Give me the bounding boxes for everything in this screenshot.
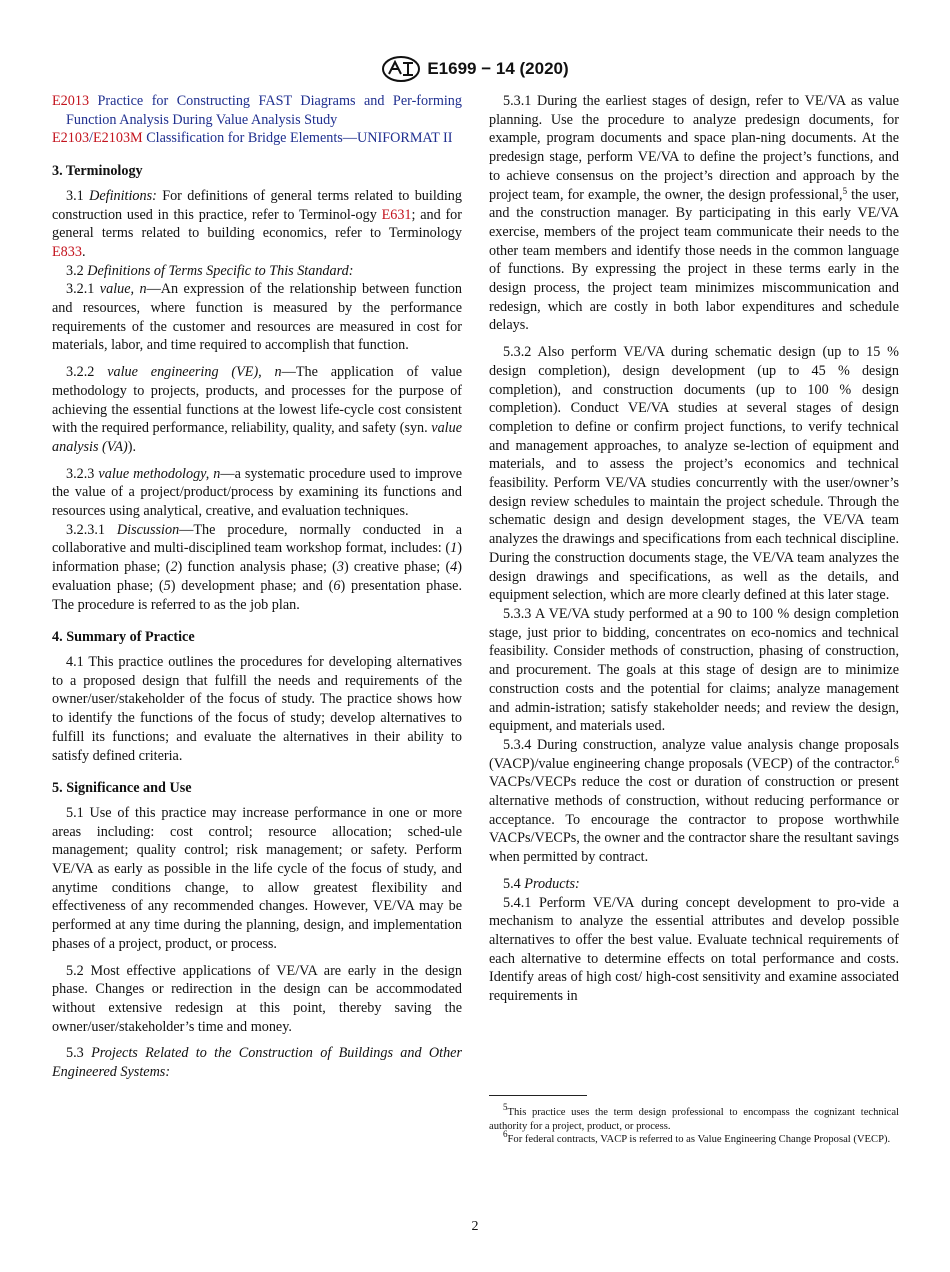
section-heading-significance: 5. Significance and Use (52, 780, 192, 797)
footnote-divider (489, 1095, 587, 1096)
page-number: 2 (471, 1219, 479, 1234)
para-3-2-3-1: 3.2.3.1 Discussion—The procedure, normally conducted in a collaborative and multi-disciplined team workshop format, includes: (1) information phase; (2) function analysis phase; (3) creative phase; (4) evaluation phase; (5) development phase; and (6) presentation phase. The procedure is referred to as the job plan. (52, 521, 462, 613)
ref-link-e833[interactable]: E833 (52, 243, 82, 260)
ref-link-e2103[interactable]: E2103 (52, 130, 90, 147)
ref-link-e2013[interactable]: E2013 (52, 93, 90, 109)
reference-e2013: E2013 Practice for Constructing FAST Diagrams and Per-forming Function Analysis During Value Analysis Study (52, 93, 462, 128)
para-5-4: 5.4 Products: (503, 875, 580, 892)
para-3-2: 3.2 Definitions of Terms Specific to This Standard: (66, 262, 354, 279)
ref-link-e2103m[interactable]: E2103M (93, 130, 143, 147)
footnote-5: $^5$This practice uses the term design professional to encompass the cognizant technical authority for a project, product, or process. (489, 1102, 899, 1132)
section-heading-terminology: 3. Terminology (52, 163, 143, 180)
designation: E1699 − 14 (2020) (427, 59, 569, 78)
para-5-2: 5.2 Most effective applications of VE/VA are early in the design phase. Changes or redirection in the design can be accommodated without extensive redesign at this point, thereby saving the owner/user/stakeholder’s time and money. (52, 962, 462, 1035)
section-heading-summary: 4. Summary of Practice (52, 629, 195, 646)
para-3-1: 3.1 Definitions: For definitions of general terms related to building construction used in this practice, refer to Terminol-ogy E631; and for general terms related to building economics, refer to Terminology E833. (52, 187, 463, 260)
para-5-3: 5.3 Projects Related to the Construction of Buildings and Other Engineered Systems: (52, 1045, 462, 1081)
astm-logo-icon (381, 56, 421, 82)
para-5-4-1: 5.4.1 Perform VE/VA during concept development to pro-vide a mechanism to analyze the essential attributes and develop possible alternatives to offer the best value. Evaluate technical requirements of each alternative to determine effects on total performance and costs. Identify areas of high cost/ high-cost sensitivity and examine associated requirements in (489, 894, 899, 1005)
footnote-6: $^6$For federal contracts, VACP is referred to as Value Engineering Change Proposal (VECP). (503, 1129, 891, 1146)
para-3-2-1: 3.2.1 value, n—An expression of the relationship between function and resources, where function is measured by the performance requirements of the customer and resources are measured in cost for materials, labor, and time required to accomplish that function. (52, 281, 462, 354)
reference-e2103: E2103/E2103M Classification for Bridge Elements—UNIFORMAT II (52, 130, 453, 147)
page-header (0, 56, 950, 82)
para-5-3-4: 5.3.4 During construction, analyze value analysis change proposals (VACP)/value engineering change proposals (VECP) of the contractor.$^6$ VACPs/VECPs reduce the cost or duration of construction or present alternative methods of construction, without reducing performance or acceptance. To encourage the contractor to propose worthwhile VACPs/VECPs, the owner and the contractor share the resultant savings when permitted by contract. (489, 736, 899, 866)
para-5-3-1: 5.3.1 During the earliest stages of design, refer to VE/VA as value planning. Use the procedure to analyze predesign documents, for example, program documents and space plan-ning documents. At the predesign stage, perform VE/VA to define the project’s functions, and to achieve consensus on the project’s direction and approach by the project team, for example, the owner, the design professional,$^5$ the user, and the construction manager. By participating in this early VE/VA exercise, members of the project team communicate their needs to the other team members and identify those needs in the common language of functions. By expressing the project in these terms early in the design process, the project team minimizes miscommunication and redesign, which are costly in both labor expenditures and schedule delays. (489, 93, 899, 334)
footnote-ref-5[interactable]: 5 (842, 185, 848, 196)
ref-link-e631[interactable]: E631 (381, 206, 412, 223)
footnote-ref-6[interactable]: 6 (894, 754, 899, 765)
right-column (489, 92, 899, 1006)
footnotes (489, 1095, 899, 1147)
para-5-1: 5.1 Use of this practice may increase performance in one or more areas including: cost control; resource allocation; sched-ule management; quality control; risk management; or safety. Perform VE/VA as early as possible in the life cycle of the focus of study, and anytime conditions change, to allow greatest flexibility and effectiveness of any recommended changes. However, VE/VA may be performed at any time during the planning, design, and implementation phases of a project, product, or process. (52, 804, 462, 952)
para-5-3-2: 5.3.2 Also perform VE/VA during schematic design (up to 15 % design completion), design development (up to 45 % design completion), and construction documents (up to 100 % design completion). Conduct VE/VA studies at several stages of design completion to define or confirm project functions, to verify technical and management approaches, to analyze se-lection of equipment and materials, and to assess the project’s economics and technical feasibility. Perform VE/VA studies concurrently with the user/owner’s design review schedules to maintain the project schedule. Through the schematic design and design development stages, the VE/VA team analyzes the drawings and specifications from each technical discipline. During the construction documents stage, the VE/VA team analyzes the design drawings and specifications, as well as the details, and equipment selection, which are more clearly defined at this later stage. (489, 344, 899, 604)
left-column (52, 92, 462, 1082)
para-5-3-3: 5.3.3 A VE/VA study performed at a 90 to 100 % design completion stage, just prior to bidding, concentrates on eco-nomics and technical feasibility. Consider methods of construction, phasing of construction, and procurement. The goals at this stage of design are to minimize construction costs and the potential for claims; analyze management and admin-istration; satisfy stakeholder needs; and review the design, equipment, and materials used. (489, 605, 899, 735)
para-4-1: 4.1 This practice outlines the procedures for developing alternatives to a proposed design that fulfill the needs and requirements of the owner/user/stakeholder of the focus of study. The practice shows how to identify the functions of the focus of study; develop alternatives to fulfill its functions; and evaluate the alternatives in their ability to satisfy defined criteria. (52, 653, 462, 764)
para-3-2-3: 3.2.3 value methodology, n—a systematic procedure used to improve the value of a project/product/process by examining its functions and resources using analytical, creative, and evaluation techniques. (52, 465, 462, 520)
para-3-2-2: 3.2.2 value engineering (VE), n—The application of value methodology to projects, products, and processes for the purpose of achieving the essential functions at the lowest life-cycle cost consistent with the required performance, reliability, quality, and safety (syn. value analysis (VA)). (52, 364, 462, 455)
